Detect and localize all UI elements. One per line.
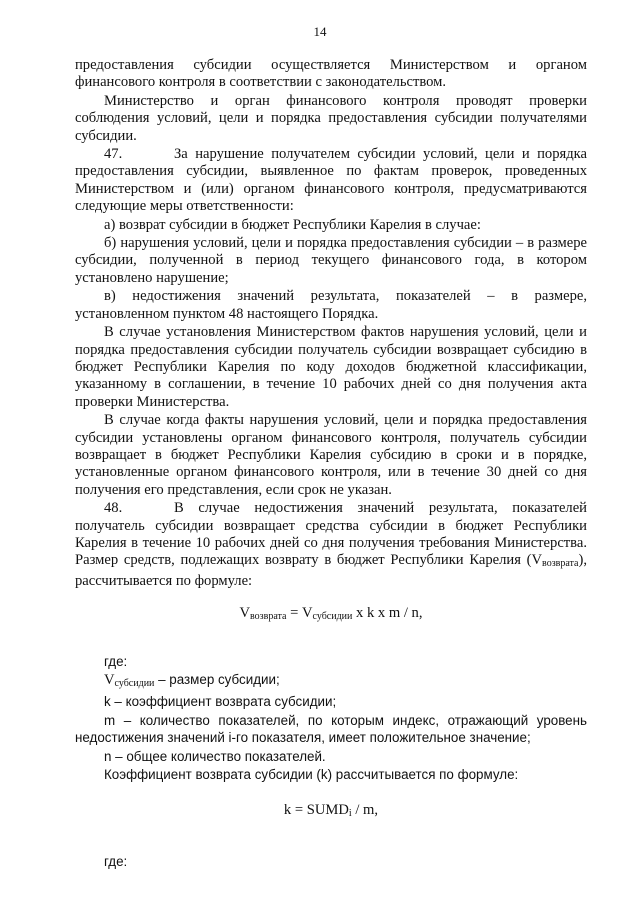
paragraph-control-facts: В случае когда факты нарушения условий, цели и порядка предоставления субсидии установлены органом финансового контроля, получатель субсидии возвращает в бюджет Республики Карелия субсидию в сроки и в порядке, установленные органом финансового контроля, или в течение 30 дней со дня получения его представления, если срок не указан. xyxy=(75,412,587,498)
where-label-1: где: xyxy=(104,653,128,669)
paragraph-47 xyxy=(75,146,587,216)
where-label-2: где: xyxy=(104,853,128,869)
definition-m: m – количество показателей, по которым индекс, отражающий уровень недостижения значений i-го показателя, имеет положительное значение; xyxy=(75,712,587,746)
paragraph-48-tail: ), рассчитывается по формуле: xyxy=(75,552,587,589)
paragraph-1: предоставления субсидии осуществляется Министерством и органом финансового контроля в соответствии с законодательством. xyxy=(75,57,587,91)
item-number-48: 48. xyxy=(104,500,123,517)
document-body xyxy=(75,57,587,871)
paragraph-ministry-facts: В случае установления Министерством фактов нарушения условий, цели и порядка предоставления субсидии получатель субсидии возвращает субсидию в бюджет Республики Карелия по коду доходов бюджетной классификации, указанному в соглашении, в течение 10 рабочих дней со дня получения акта проверки Министерства. xyxy=(75,324,587,410)
paragraph-48-text: В случае недостижения значений результата, показателей получатель субсидии возвращает средства субсидии в бюджет Республики Карелия в течение 10 рабочих дней со дня получения требования Министерства. Размер средств, подлежащих возврату в бюджет Республики Карелия (V xyxy=(75,500,587,569)
formula-return-amount: $V_{возврата} = V_{субсидии}$ x k x m / n, xyxy=(239,605,423,623)
paragraph-48 xyxy=(75,500,587,590)
item-number-47: 47. xyxy=(104,146,123,163)
paragraph-item-b: б) нарушения условий, цели и порядка предоставления субсидии – в размере субсидии, полученной в период текущего финансового года, в котором установлено нарушение; xyxy=(75,235,587,286)
definition-v-subsidy: $V_{субсидии}$ – размер субсидии; xyxy=(104,672,280,689)
paragraph-item-a: а) возврат субсидии в бюджет Республики Карелия в случае: xyxy=(104,216,481,233)
paragraph-2: Министерство и орган финансового контроля проводят проверки соблюдения условий, цели и порядка предоставления субсидии получателями субсидии. xyxy=(75,92,587,144)
coefficient-intro: Коэффициент возврата субсидии (k) рассчитывается по формуле: xyxy=(104,767,519,783)
paragraph-item-v: в) недостижения значений результата, показателей – в размере, установленном пунктом 48 настоящего Порядка. xyxy=(75,288,587,322)
page-number: 14 xyxy=(313,24,327,39)
definition-k: k – коэффициент возврата субсидии; xyxy=(104,694,337,710)
subscript-vozvrata: возврата xyxy=(542,558,579,570)
paragraph-47-text: За нарушение получателем субсидии условий, цели и порядка предоставления субсидии, выявленное по фактам проверок, проведенных Министерством и (или) органом финансового контроля, предусматриваются следующие меры ответственности: xyxy=(75,146,587,215)
definition-n: n – общее количество показателей. xyxy=(104,748,326,764)
formula-coefficient: $k = SUMD_i / m$, xyxy=(283,802,379,820)
